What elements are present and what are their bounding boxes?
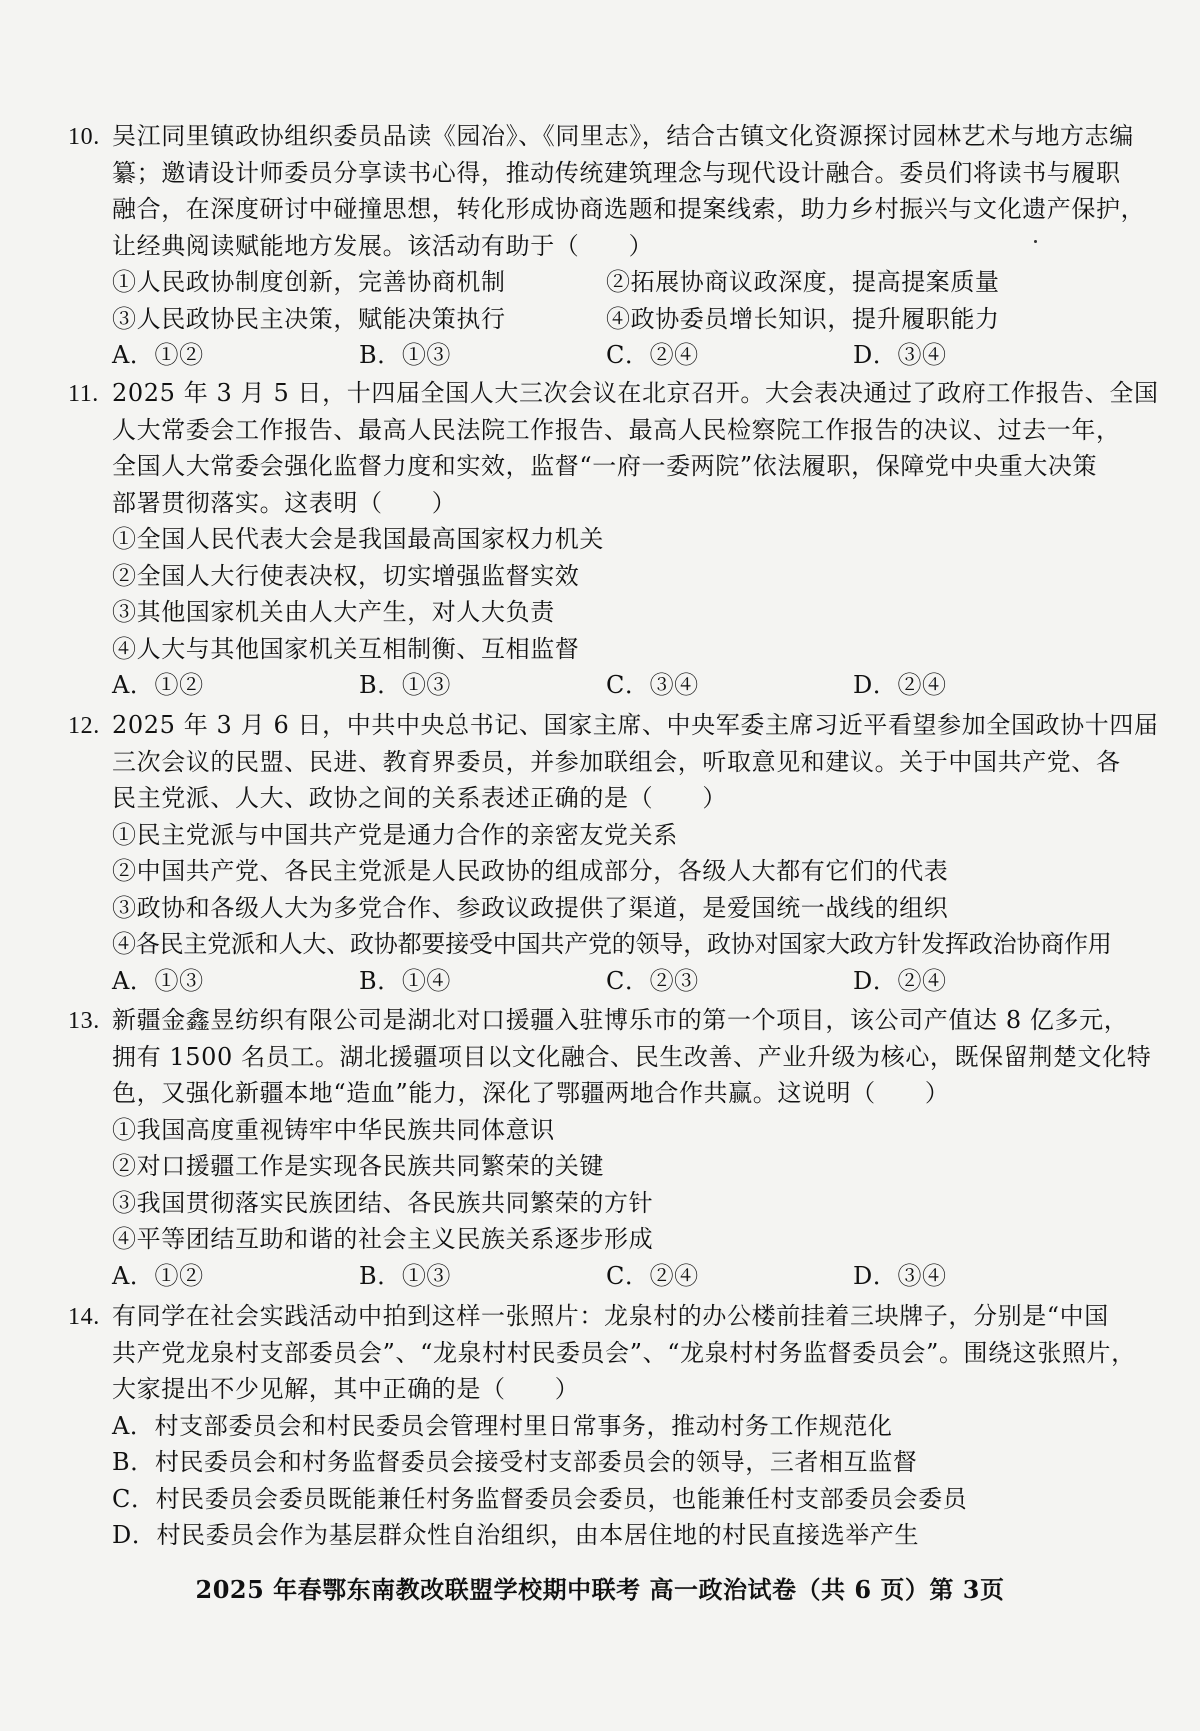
statement-text: ③我国贯彻落实民族团结、各民族共同繁荣的方针 <box>112 1188 654 1217</box>
stem-text: 三次会议的民盟、民进、教育界委员，并参加联组会，听取意见和建议。关于中国共产党、各 <box>112 747 1121 776</box>
choice-text: A．村支部委员会和村民委员会管理村里日常事务，推动村务工作规范化 <box>112 1411 893 1440</box>
statement-1: ①人民政协制度创新，完善协商机制 <box>112 268 506 296</box>
question-stem-line <box>68 1335 1158 1372</box>
question-stem-line <box>68 118 1158 155</box>
choice-b: B．①④ <box>359 966 452 995</box>
statement-4 <box>68 631 1158 668</box>
answer-choices <box>68 1258 1158 1295</box>
stem-text: 人大常委会工作报告、最高人民法院工作报告、最高人民检察院工作报告的决议、过去一年， <box>112 415 1121 444</box>
question-stem-line <box>68 780 1158 817</box>
stem-text: 全国人大常委会强化监督力度和实效，监督“一府一委两院”依法履职，保障党中央重大决策 <box>112 452 1098 480</box>
choice-b <box>68 1444 1158 1481</box>
answer-choices <box>68 667 1158 704</box>
answer-choices <box>68 337 1158 374</box>
statement-2 <box>68 853 1158 890</box>
question-13 <box>68 1002 1158 1294</box>
question-stem-line <box>68 191 1158 228</box>
statement-3 <box>68 594 1158 631</box>
page-footer: 2025 年春鄂东南教改联盟学校期中联考 高一政治试卷（共 6 页）第 3页 <box>195 1575 1005 1604</box>
question-12 <box>68 707 1158 999</box>
question-number: 14. <box>68 1304 100 1330</box>
statement-text: ③政协和各级人大为多党合作、参政议政提供了渠道，是爱国统一战线的组织 <box>112 893 949 922</box>
statement-4 <box>68 926 1158 963</box>
stem-text: 部署贯彻落实。这表明（ ） <box>112 488 457 517</box>
choice-d: D．②④ <box>853 966 947 995</box>
question-10 <box>68 118 1158 374</box>
choice-a: A．①② <box>112 671 204 699</box>
statement-4 <box>68 1221 1158 1258</box>
statement-text: ④人大与其他国家机关互相制衡、互相监督 <box>112 634 580 663</box>
choice-c: C．②③ <box>606 966 699 995</box>
statement-3 <box>68 890 1158 927</box>
statement-text: ①我国高度重视铸牢中华民族共同体意识 <box>112 1115 555 1144</box>
question-stem-line <box>68 1298 1158 1335</box>
statement-text: ③其他国家机关由人大产生，对人大负责 <box>112 598 555 626</box>
choice-b: B．①③ <box>359 671 452 699</box>
stem-text: 新疆金鑫昱纺织有限公司是湖北对口援疆入驻博乐市的第一个项目，该公司产值达 8 亿多元， <box>112 1006 1129 1034</box>
statement-text: ②对口援疆工作是实现各民族共同繁荣的关键 <box>112 1152 604 1180</box>
question-stem-line <box>68 375 1158 412</box>
choice-b: B．①③ <box>359 341 452 369</box>
statement-1 <box>68 817 1158 854</box>
choice-text: C．村民委员会委员既能兼任村务监督委员会委员，也能兼任村支部委员会委员 <box>112 1484 968 1513</box>
question-stem-line <box>68 485 1158 522</box>
question-14 <box>68 1298 1158 1554</box>
statement-1 <box>68 521 1158 558</box>
stem-text: 吴江同里镇政协组织委员品读《园冶》、《同里志》，结合古镇文化资源探讨园林艺术与地方志编 <box>112 122 1134 150</box>
question-stem-line <box>68 1002 1158 1039</box>
stem-text: 有同学在社会实践活动中拍到这样一张照片：龙泉村的办公楼前挂着三块牌子，分别是“中国 <box>112 1302 1109 1330</box>
statement-1 <box>68 1112 1158 1149</box>
statement-3: ③人民政协民主决策，赋能决策执行 <box>112 304 506 333</box>
question-stem-line <box>68 707 1158 744</box>
stem-text: 大家提出不少见解，其中正确的是（ ） <box>112 1375 580 1403</box>
question-number: 13. <box>68 1008 100 1034</box>
statement-3 <box>68 1185 1158 1222</box>
stem-text: 共产党龙泉村支部委员会”、“龙泉村村民委员会”、“龙泉村村务监督委员会”。围绕这张照片， <box>112 1338 1136 1367</box>
choice-a: A．①③ <box>112 966 204 995</box>
statement-row <box>68 264 1158 301</box>
choice-text: D．村民委员会作为基层群众性自治组织，由本居住地的村民直接选举产生 <box>112 1521 920 1549</box>
question-stem-line <box>68 155 1158 192</box>
statement-text: ④各民主党派和人大、政协都要接受中国共产党的领导，政协对国家大政方针发挥政治协商作用 <box>112 930 1112 958</box>
choice-d: D．③④ <box>853 1261 947 1290</box>
stem-text: 色，又强化新疆本地“造血”能力，深化了鄂疆两地合作共赢。这说明（ ） <box>112 1079 950 1107</box>
choice-c: C．③④ <box>606 671 699 699</box>
choice-text: B．村民委员会和村务监督委员会接受村支部委员会的领导，三者相互监督 <box>112 1448 918 1476</box>
choice-c <box>68 1481 1158 1518</box>
stem-text: 拥有 1500 名员工。湖北援疆项目以文化融合、民生改善、产业升级为核心，既保留荆楚文化特 <box>112 1042 1152 1071</box>
choice-d: D．③④ <box>853 341 947 369</box>
choice-b: B．①③ <box>359 1261 452 1290</box>
statement-text: ①民主党派与中国共产党是通力合作的亲密友党关系 <box>112 820 678 849</box>
choice-a: A．①② <box>112 1261 204 1290</box>
statement-text: ②中国共产党、各民主党派是人民政协的组成部分，各级人大都有它们的代表 <box>112 857 949 885</box>
choice-a: A．①② <box>112 341 204 369</box>
statement-row <box>68 301 1158 338</box>
question-stem-line <box>68 412 1158 449</box>
question-stem-line <box>68 1075 1158 1112</box>
stem-text: 融合，在深度研讨中碰撞思想，转化形成协商选题和提案线索，助力乡村振兴与文化遗产保护， <box>112 195 1146 223</box>
choice-c: C．②④ <box>606 341 699 369</box>
choice-c: C．②④ <box>606 1261 699 1290</box>
choice-d: D．②④ <box>853 671 947 699</box>
question-number: 10. <box>68 124 100 150</box>
stem-text: 2025 年 3 月 5 日，十四届全国人大三次会议在北京召开。大会表决通过了政府工作报告、全国 <box>112 379 1159 407</box>
stem-text: 2025 年 3 月 6 日，中共中央总书记、国家主席、中央军委主席习近平看望参加全国政协十四届 <box>112 711 1159 739</box>
stem-text: 让经典阅读赋能地方发展。该活动有助于（ ） <box>112 231 654 260</box>
statement-4: ④政协委员增长知识，提升履职能力 <box>606 304 1000 333</box>
question-11 <box>68 375 1158 704</box>
question-stem-line <box>68 448 1158 485</box>
statement-2: ②拓展协商议政深度，提高提案质量 <box>606 268 1000 296</box>
scan-speck <box>1034 240 1037 243</box>
question-stem-line <box>68 1039 1158 1076</box>
question-stem-line <box>68 1371 1158 1408</box>
stem-text: 纂；邀请设计师委员分享读书心得，推动传统建筑理念与现代设计融合。委员们将读书与履职 <box>112 158 1121 187</box>
statement-text: ②全国人大行使表决权，切实增强监督实效 <box>112 561 580 590</box>
statement-text: ④平等团结互助和谐的社会主义民族关系逐步形成 <box>112 1225 654 1253</box>
statement-2 <box>68 1148 1158 1185</box>
statement-text: ①全国人民代表大会是我国最高国家权力机关 <box>112 525 604 553</box>
stem-text: 民主党派、人大、政协之间的关系表述正确的是（ ） <box>112 784 727 812</box>
question-stem-line <box>68 228 1158 265</box>
choice-d <box>68 1517 1158 1554</box>
question-number: 11. <box>68 381 99 407</box>
statement-2 <box>68 558 1158 595</box>
answer-choices <box>68 963 1158 1000</box>
question-stem-line <box>68 744 1158 781</box>
question-number: 12. <box>68 713 100 739</box>
choice-a <box>68 1408 1158 1445</box>
